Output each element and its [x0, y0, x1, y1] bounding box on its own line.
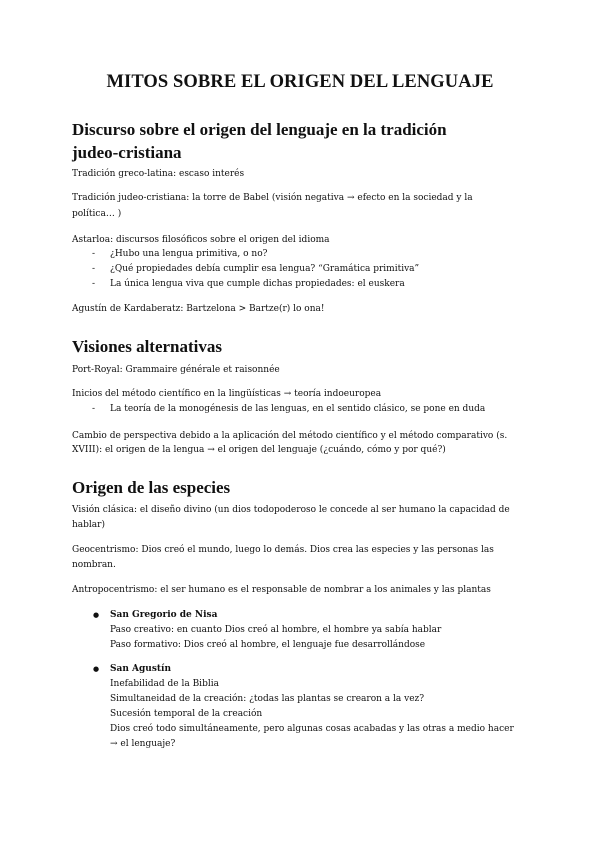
- paragraph: XVIII): el origen de la lengua → el origen del lenguaje (¿cuándo, cómo y por qué?): [72, 445, 446, 455]
- list-item: ¿Qué propiedades debía cumplir esa lengua? “Gramática primitiva”: [110, 264, 420, 274]
- section-heading-1: Discurso sobre el origen del lenguaje en la tradición: [72, 120, 447, 139]
- bullet-title: San Gregorio de Nisa: [110, 610, 218, 620]
- bullet-line: Sucesión temporal de la creación: [110, 709, 263, 719]
- bullet-line: Paso creativo: en cuanto Dios creó al hombre, el hombre ya sabía hablar: [110, 625, 442, 635]
- dash-marker: -: [92, 404, 96, 414]
- bullet-icon: ●: [93, 611, 100, 619]
- section-heading-1-cont: judeo-cristiana: [72, 143, 182, 162]
- dash-marker: -: [92, 249, 96, 259]
- paragraph: Port-Royal: Grammaire générale et raisonnée: [72, 365, 280, 375]
- bullet-title: San Agustín: [110, 664, 172, 674]
- paragraph: Tradición greco-latina: escaso interés: [72, 169, 245, 179]
- section-heading-3: Origen de las especies: [72, 478, 231, 497]
- bullet-line: → el lenguaje?: [110, 739, 176, 749]
- paragraph: Visión clásica: el diseño divino (un dios todopoderoso le concede al ser humano la capacidad de: [72, 505, 510, 515]
- paragraph: hablar): [72, 520, 105, 530]
- document-title: MITOS SOBRE EL ORIGEN DEL LENGUAJE: [106, 72, 494, 92]
- dash-marker: -: [92, 279, 96, 289]
- paragraph: Inicios del método científico en la lingüísticas → teoría indoeuropea: [72, 389, 382, 399]
- paragraph: nombran.: [72, 560, 116, 570]
- list-item: ¿Hubo una lengua primitiva, o no?: [110, 249, 268, 259]
- paragraph: Cambio de perspectiva debido a la aplicación del método científico y el método comparativo (s.: [72, 431, 508, 441]
- dash-marker: -: [92, 264, 96, 274]
- paragraph: Antropocentrismo: el ser humano es el responsable de nombrar a los animales y las plantas: [72, 585, 491, 595]
- paragraph: Geocentrismo: Dios creó el mundo, luego lo demás. Dios crea las especies y las personas las: [72, 545, 494, 555]
- bullet-icon: ●: [93, 665, 100, 673]
- bullet-line: Inefabilidad de la Biblia: [110, 679, 219, 689]
- paragraph: Tradición judeo-cristiana: la torre de Babel (visión negativa → efecto en la sociedad y la: [72, 193, 473, 203]
- bullet-line: Simultaneidad de la creación: ¿todas las plantas se crearon a la vez?: [110, 694, 425, 704]
- paragraph: Agustín de Kardaberatz: Bartzelona > Bartze(r) lo ona!: [72, 304, 325, 314]
- bullet-line: Paso formativo: Dios creó al hombre, el lenguaje fue desarrollándose: [110, 640, 426, 650]
- list-item: La única lengua viva que cumple dichas propiedades: el euskera: [110, 279, 405, 289]
- paragraph: Astarloa: discursos filosóficos sobre el origen del idioma: [72, 235, 330, 245]
- paragraph: política… ): [72, 209, 122, 219]
- bullet-line: Dios creó todo simultáneamente, pero algunas cosas acabadas y las otras a medio hacer: [110, 724, 514, 734]
- list-item: La teoría de la monogénesis de las lenguas, en el sentido clásico, se pone en duda: [110, 404, 486, 414]
- section-heading-2: Visiones alternativas: [72, 337, 223, 356]
